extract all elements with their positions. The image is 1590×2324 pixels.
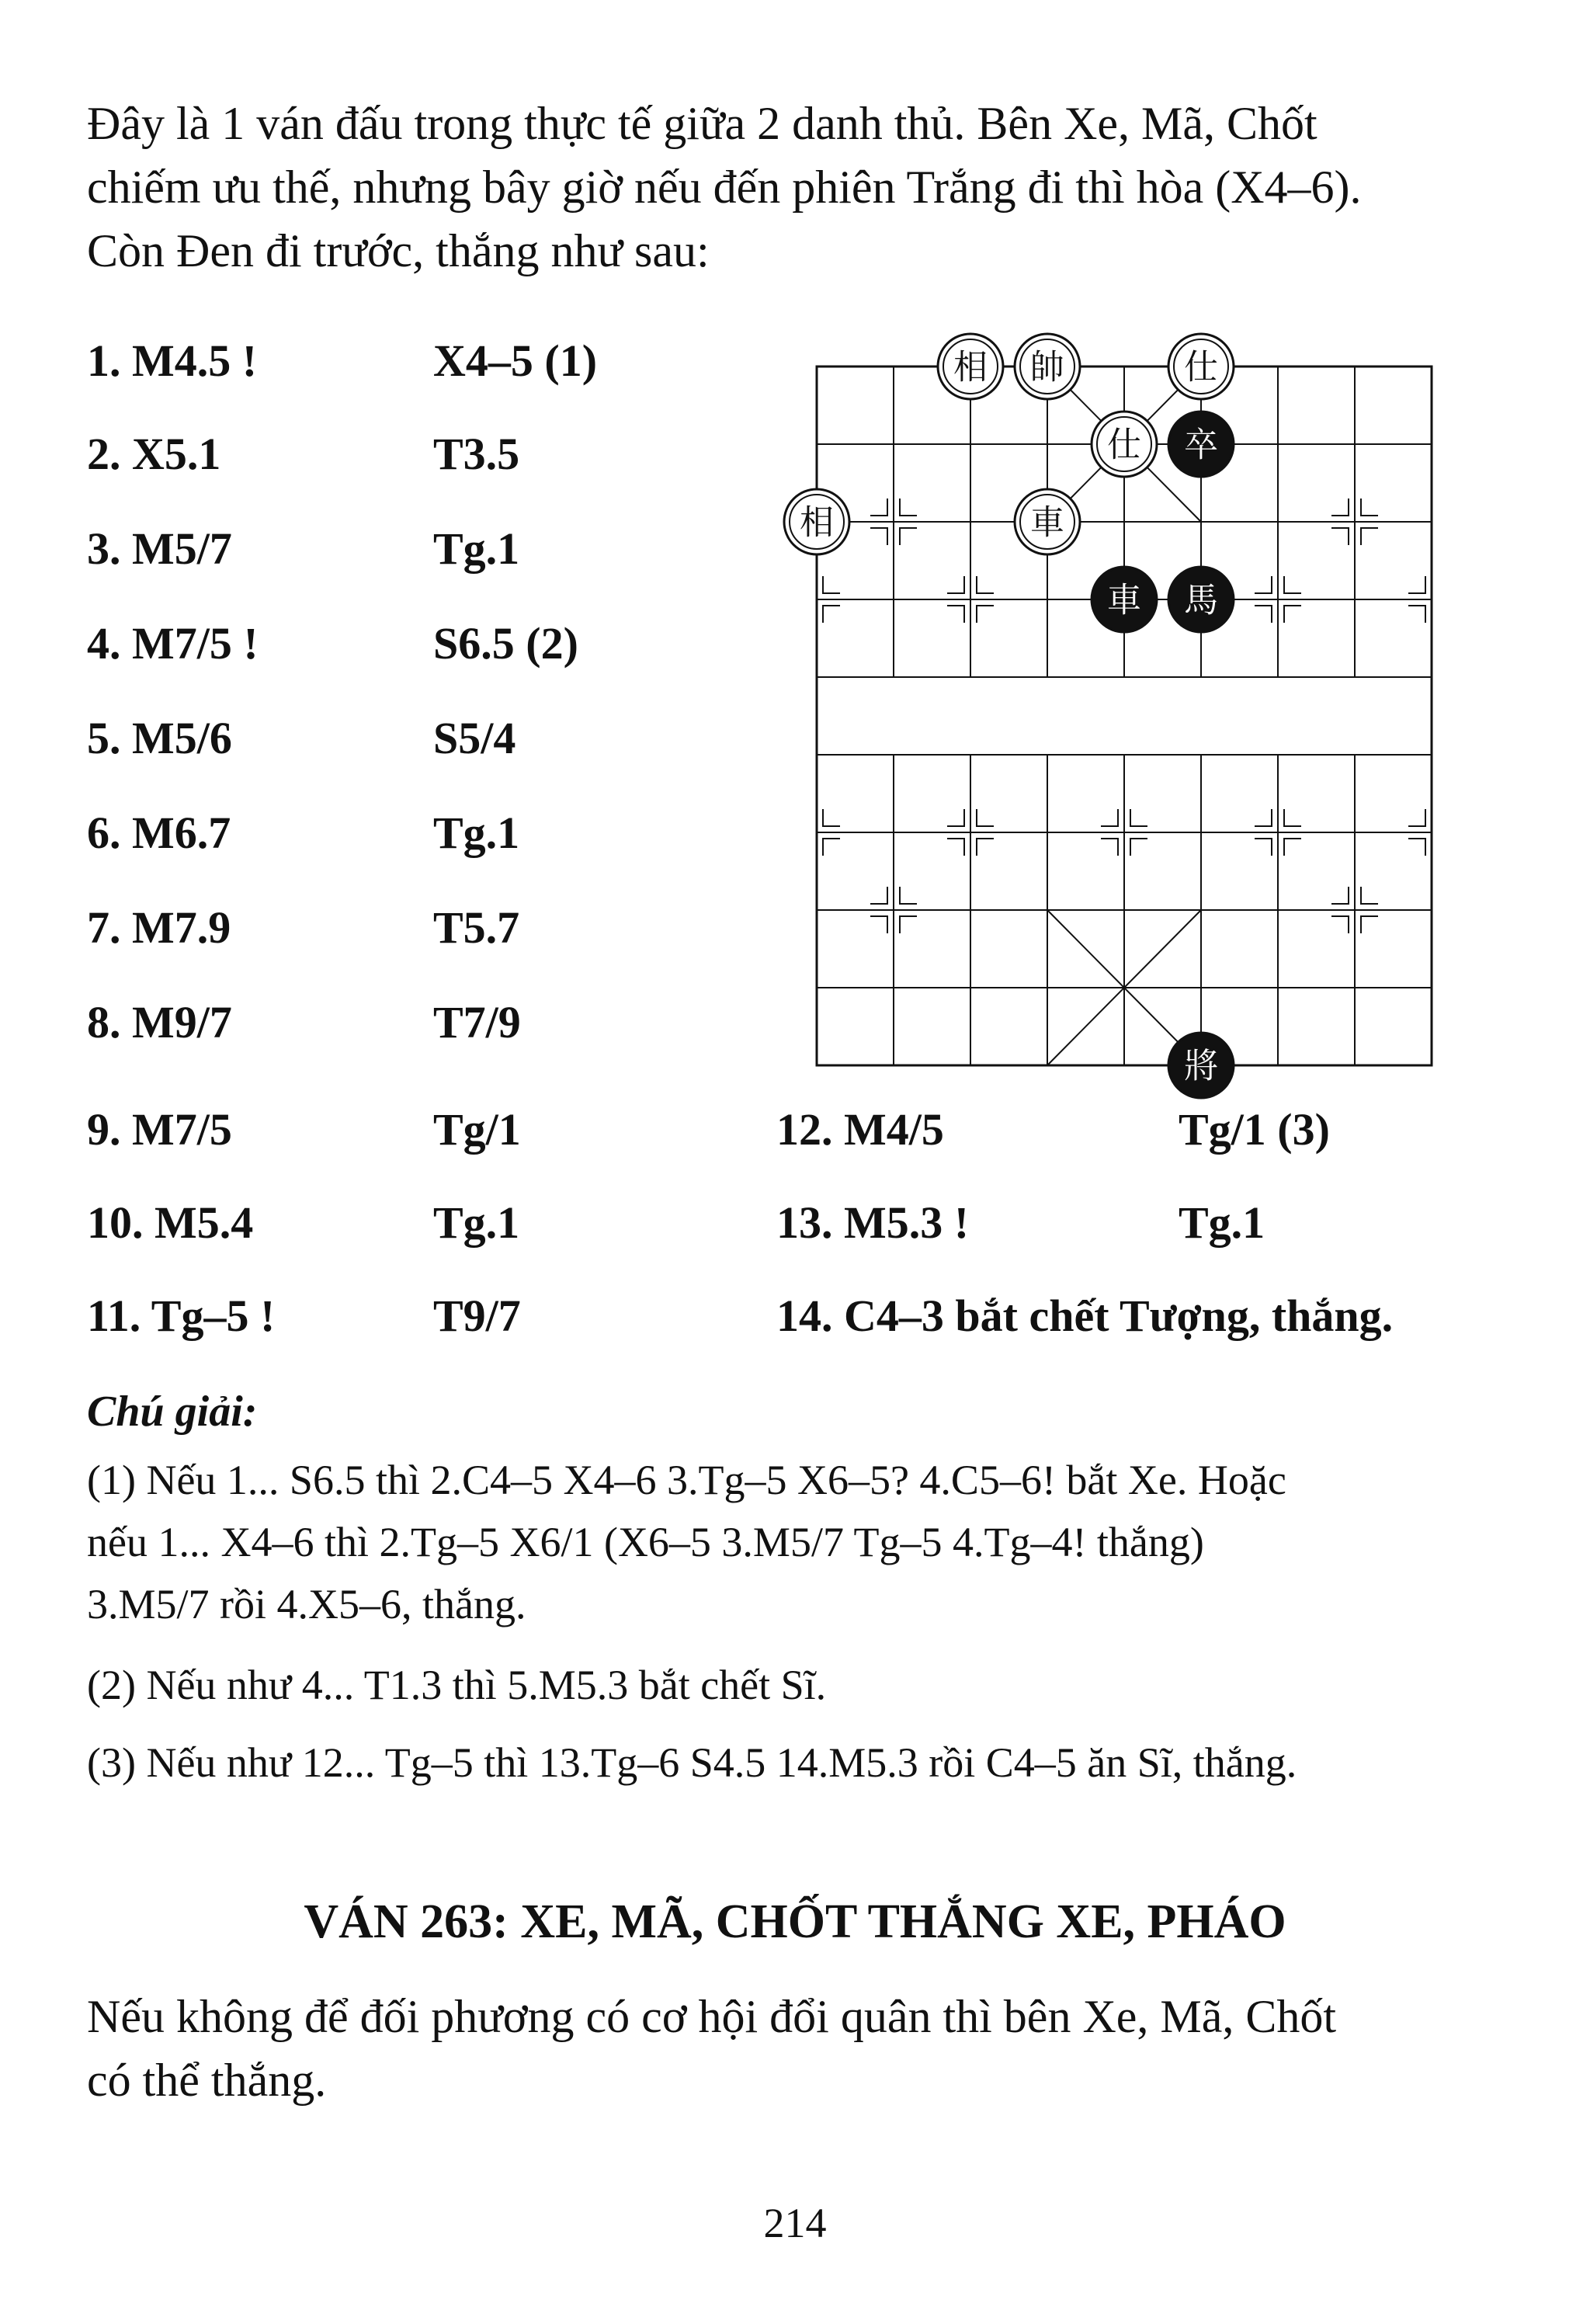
position-marker	[900, 916, 917, 933]
position-marker	[870, 528, 887, 545]
black-horse-label: 馬	[1184, 580, 1218, 620]
intro-line-2: chiếm ưu thế, nhưng bây giờ nếu đến phiên Trắng đi thì hòa (X4–6).	[87, 162, 1362, 213]
position-marker	[1361, 498, 1378, 516]
white-king-label: 帥	[1030, 347, 1064, 387]
move-black: Tg/1	[433, 1104, 521, 1155]
position-marker	[823, 809, 840, 826]
position-marker	[870, 498, 887, 516]
position-marker	[870, 916, 887, 933]
move-white: 4. M7/5 !	[87, 618, 259, 669]
position-marker	[977, 576, 994, 593]
note-1-line-b: nếu 1... X4–6 thì 2.Tg–5 X6/1 (X6–5 3.M5/7 Tg–5 4.Tg–4! thắng)	[87, 1519, 1204, 1565]
move-white: 13. M5.3 !	[776, 1197, 970, 1248]
position-marker	[1284, 839, 1301, 856]
position-marker	[900, 528, 917, 545]
position-marker	[947, 606, 964, 623]
position-marker	[870, 887, 887, 904]
position-marker	[1284, 809, 1301, 826]
position-marker	[1255, 809, 1272, 826]
position-marker	[1361, 916, 1378, 933]
xiangqi-board	[769, 318, 1498, 1110]
position-marker	[1284, 606, 1301, 623]
position-marker	[900, 498, 917, 516]
position-marker	[1408, 839, 1425, 856]
move-white: 3. M5/7	[87, 523, 232, 574]
note-3: (3) Nếu như 12... Tg–5 thì 13.Tg–6 S4.5 14.M5.3 rồi C4–5 ăn Sĩ, thắng.	[87, 1739, 1297, 1786]
position-marker	[977, 839, 994, 856]
position-marker	[1331, 887, 1349, 904]
intro-line-3: Còn Đen đi trước, thắng như sau:	[87, 225, 710, 276]
move-black: Tg.1	[433, 808, 520, 858]
black-rook-label: 車	[1107, 580, 1141, 620]
position-marker	[1408, 576, 1425, 593]
position-marker	[900, 887, 917, 904]
intro-paragraph	[87, 92, 1512, 283]
move-black: T9/7	[433, 1291, 521, 1341]
position-marker	[1101, 839, 1118, 856]
move-black: T5.7	[433, 902, 520, 953]
move-white: 2. X5.1	[87, 429, 221, 479]
move-black: T3.5	[433, 429, 520, 479]
move-white: 14. C4–3 bắt chết Tượng, thắng.	[776, 1291, 1394, 1341]
position-marker	[977, 606, 994, 623]
move-white: 8. M9/7	[87, 997, 232, 1047]
intro-line-1: Đây là 1 ván đấu trong thực tế giữa 2 danh thủ. Bên Xe, Mã, Chốt	[87, 98, 1317, 149]
white-advisor-top-label: 仕	[1184, 347, 1218, 387]
note-1-line-a: (1) Nếu 1... S6.5 thì 2.C4–5 X4–6 3.Tg–5 X6–5? 4.C5–6! bắt Xe. Hoặc	[87, 1457, 1286, 1503]
move-white: 11. Tg–5 !	[87, 1291, 276, 1341]
position-marker	[1331, 528, 1349, 545]
position-marker	[1255, 606, 1272, 623]
outro-paragraph	[87, 1985, 1512, 2112]
position-marker	[1408, 606, 1425, 623]
position-marker	[1331, 498, 1349, 516]
position-marker	[947, 576, 964, 593]
position-marker	[1361, 528, 1378, 545]
black-pawn-label: 卒	[1184, 425, 1218, 465]
position-marker	[1255, 576, 1272, 593]
note-1-line-c: 3.M5/7 rồi 4.X5–6, thắng.	[87, 1581, 526, 1627]
note-2: (2) Nếu như 4... T1.3 thì 5.M5.3 bắt chết Sĩ.	[87, 1662, 827, 1708]
position-marker	[977, 809, 994, 826]
move-white: 12. M4/5	[776, 1104, 944, 1155]
outro-line-1: Nếu không để đối phương có cơ hội đổi quân thì bên Xe, Mã, Chốt	[87, 1991, 1337, 2042]
white-elephant-side-label: 相	[800, 502, 834, 543]
white-advisor-mid-label: 仕	[1107, 425, 1141, 465]
move-white: 9. M7/5	[87, 1104, 232, 1155]
position-marker	[1101, 809, 1118, 826]
position-marker	[823, 606, 840, 623]
position-marker	[947, 839, 964, 856]
outro-line-2: có thể thắng.	[87, 2055, 327, 2106]
move-black: X4–5 (1)	[433, 335, 598, 386]
move-black: Tg.1	[1179, 1197, 1265, 1248]
black-general-label: 將	[1184, 1046, 1218, 1086]
position-marker	[1284, 576, 1301, 593]
position-marker	[1408, 809, 1425, 826]
move-white: 6. M6.7	[87, 808, 231, 858]
move-white: 5. M5/6	[87, 713, 232, 763]
move-black: S6.5 (2)	[433, 618, 578, 669]
position-marker	[823, 576, 840, 593]
move-white: 7. M7.9	[87, 902, 231, 953]
position-marker	[1255, 839, 1272, 856]
position-marker	[1130, 839, 1147, 856]
notes-title: Chú giải:	[87, 1388, 258, 1436]
section-heading: VÁN 263: XE, MÃ, CHỐT THẮNG XE, PHÁO	[304, 1895, 1286, 1948]
page-number: 214	[763, 2200, 827, 2246]
position-marker	[1361, 887, 1378, 904]
note-1	[87, 1449, 1512, 1635]
move-black: Tg.1	[433, 1197, 520, 1248]
white-rook-label: 車	[1030, 502, 1064, 543]
move-black: S5/4	[433, 713, 516, 763]
move-black: Tg.1	[433, 523, 520, 574]
position-marker	[823, 839, 840, 856]
move-black: Tg/1 (3)	[1179, 1104, 1330, 1155]
move-white: 10. M5.4	[87, 1197, 254, 1248]
position-marker	[1331, 916, 1349, 933]
move-white: 1. M4.5 !	[87, 335, 258, 386]
white-elephant-top-label: 相	[953, 347, 988, 387]
position-marker	[947, 809, 964, 826]
position-marker	[1130, 809, 1147, 826]
move-black: T7/9	[433, 997, 521, 1047]
